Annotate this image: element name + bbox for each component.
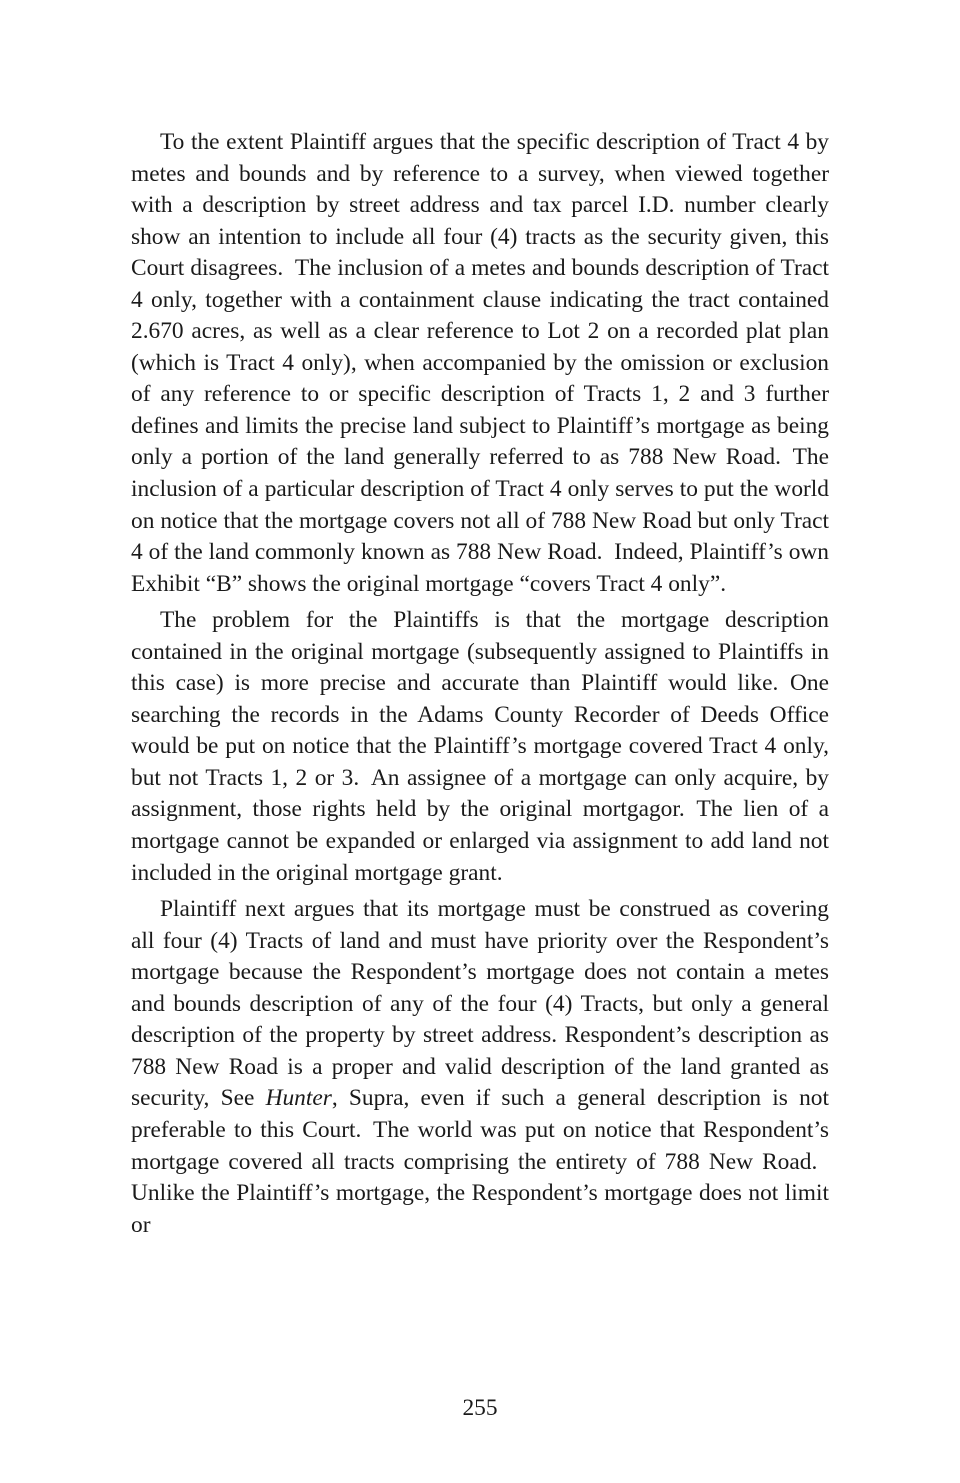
paragraph-2-text: The problem for the Plaintiffs is that the mortgage description contained in the original mortgage (subsequently assigned to Plaintiffs in this case) is more precise and accurate than Plaintiff would like. One searching the records in the Adams County Recorder of Deeds Office would be put on notice that the Plaintiff’s mortgage covered Tract 4 only, but not Tracts 1, 2 or 3. An assignee of a mortgage can only acquire, by assignment, those rights held by the original mortgagor. The lien of a mortgage cannot be expanded or enlarged via assignment to add land not included in the original mortgage grant.: [131, 607, 829, 886]
paragraph-2: [131, 605, 829, 889]
paragraph-3-text-start: Plaintiff next argues that its mortgage must be construed as covering all four (4) Tracts of land and must have priority over the Respondent’s mortgage because the Respondent’s mortgage does not contain a metes and bounds description of any of the four (4) Tracts, but only a general description of the property by street address. Respondent’s description as 788 New Road is a proper and valid description of the land granted as security, See: [131, 896, 829, 1112]
paragraph-1-text: To the extent Plaintiff argues that the specific description of Tract 4 by metes and bounds and by reference to a survey, when viewed together with a description by street address and tax parcel I.D. number clearly show an intention to include all four (4) tracts as the security given, this Court disagrees. The inclusion of a metes and bounds description of Tract 4 only, together with a containment clause indicating the tract contained 2.670 acres, as well as a clear reference to Lot 2 on a recorded plat plan (which is Tract 4 only), when accompanied by the omission or exclusion of any reference to or specific description of Tracts 1, 2 and 3 further defines and limits the precise land subject to Plaintiff’s mortgage as being only a portion of the land generally referred to as 788 New Road. The inclusion of a particular description of Tract 4 only serves to put the world on notice that the mortgage covers not all of 788 New Road but only Tract 4 of the land commonly known as 788 New Road. Indeed, Plaintiff’s own Exhibit “B” shows the original mortgage “covers Tract 4 only”.: [131, 129, 829, 597]
paragraph-1: [131, 127, 829, 600]
case-citation-italic: Hunter: [265, 1085, 332, 1112]
page-number: 255: [462, 1395, 498, 1421]
paragraph-3: [131, 894, 829, 1241]
paragraph-3-text-end: , Supra, even if such a general description is not preferable to this Court. The world was put on notice that Respondent’s mortgage covered all tracts comprising the entirety of 788 New Road. Unlike the Plaintiff’s mortgage, the Respondent’s mortgage does not limit or: [131, 1085, 829, 1238]
page-body: [131, 127, 829, 1241]
